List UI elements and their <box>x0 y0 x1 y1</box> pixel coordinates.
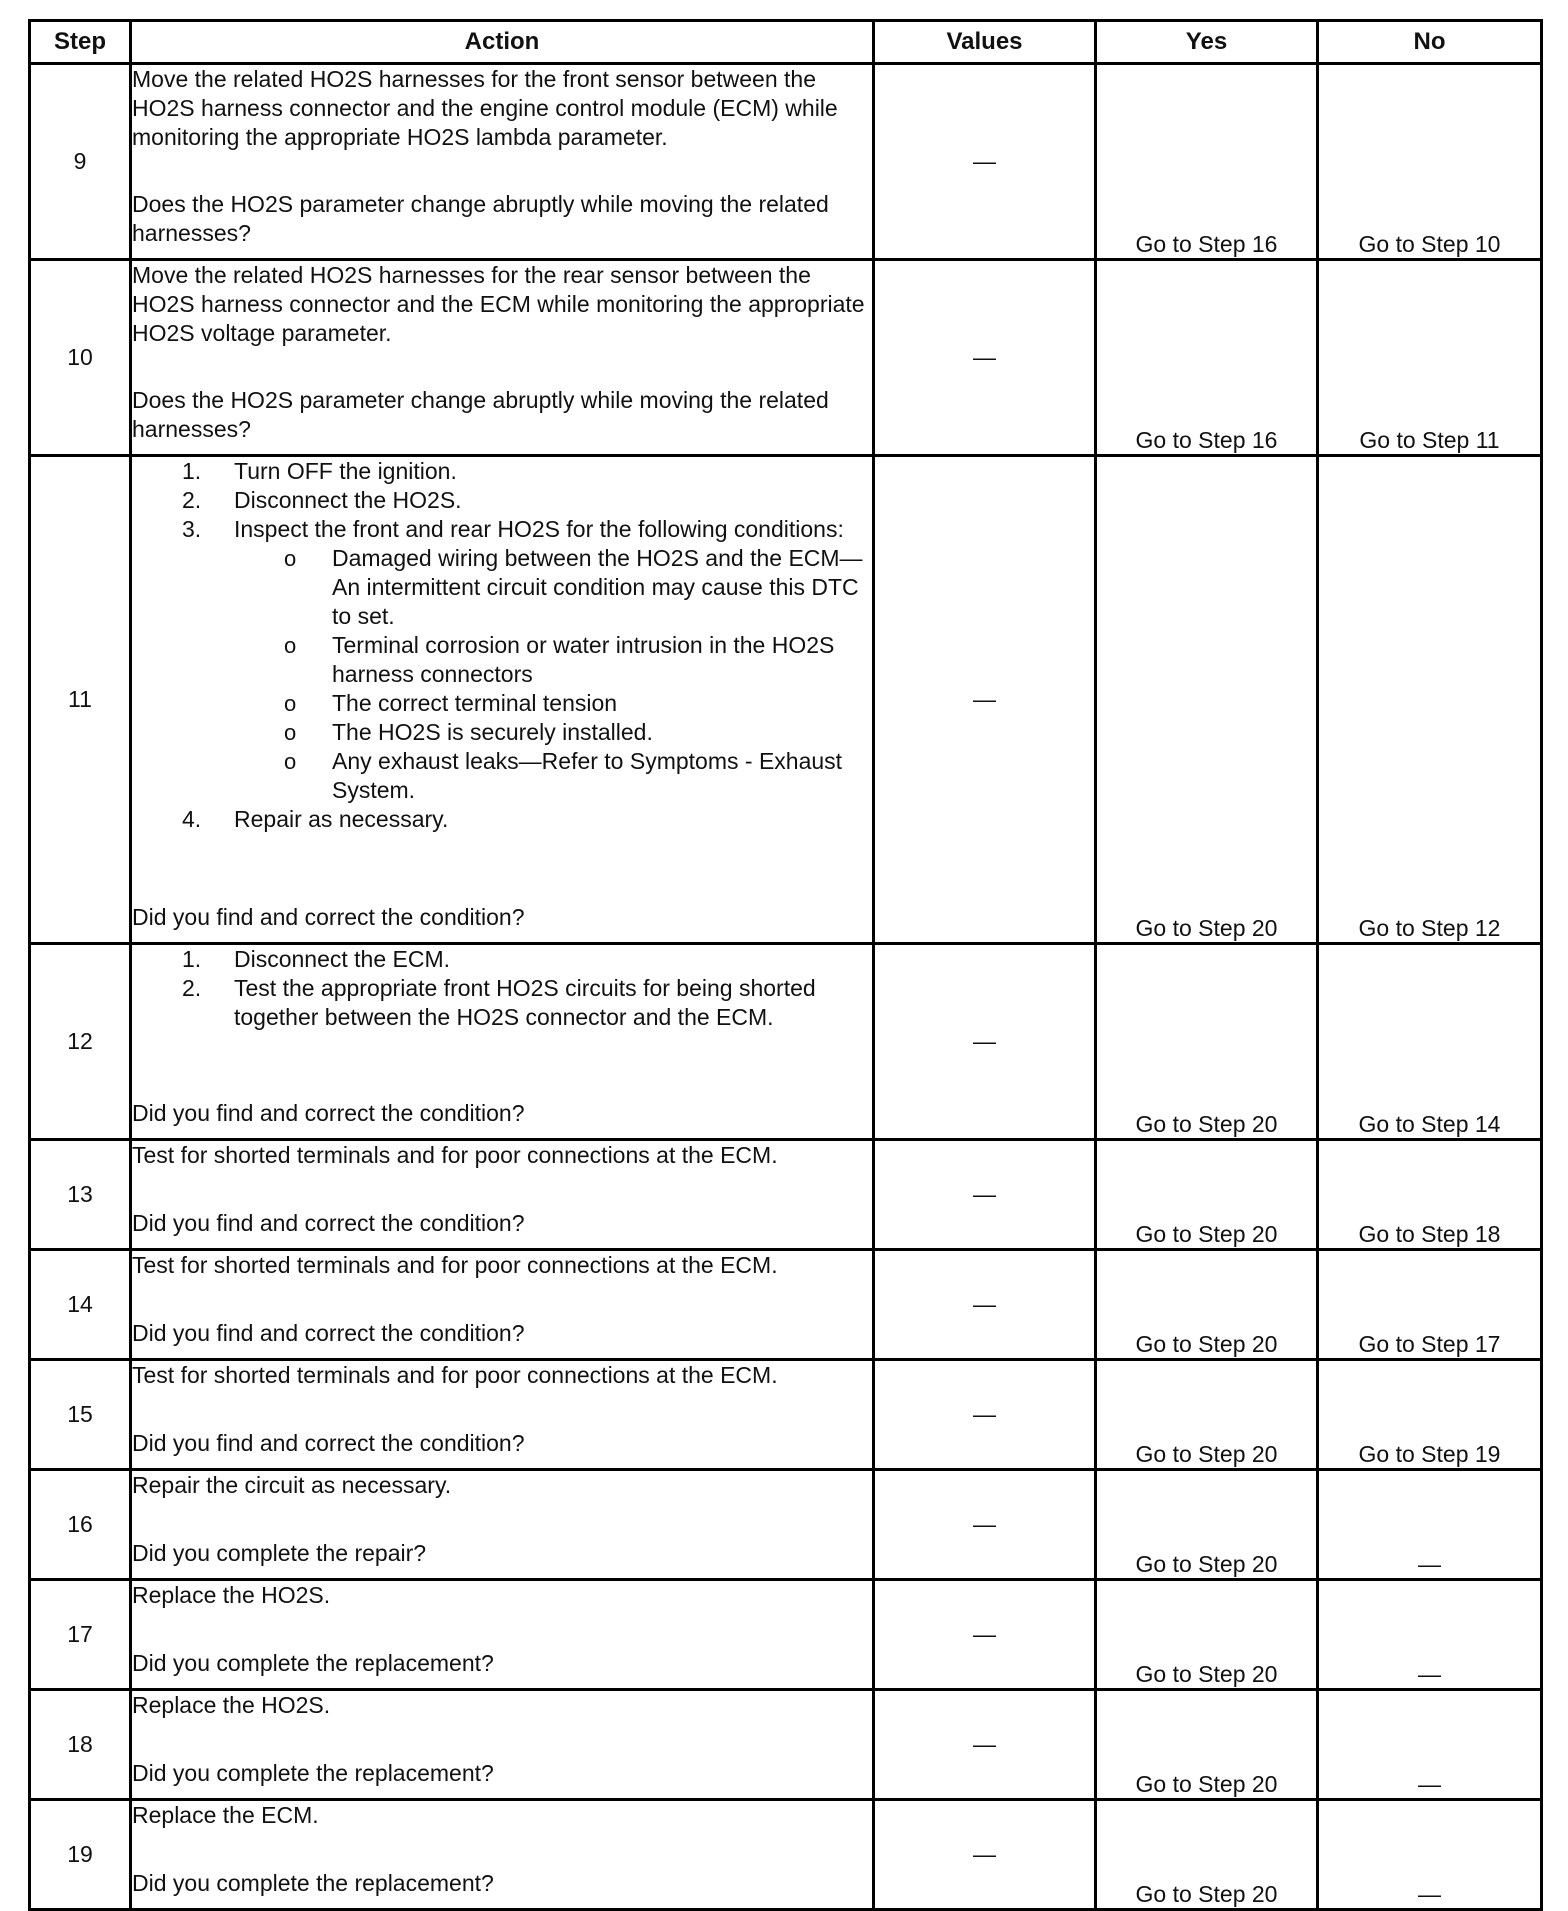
step-cell: 19 <box>30 1800 131 1910</box>
action-cell <box>131 1580 874 1690</box>
list-item <box>132 515 872 805</box>
diagnostic-table <box>28 19 1543 1911</box>
no-cell: Go to Step 19 <box>1318 1360 1542 1470</box>
action-text: Move the related HO2S harnesses for the rear sensor between the HO2S harness connector and the ECM while monitoring the appropriate HO2S voltage parameter. <box>132 262 865 346</box>
action-instructions <box>132 1581 872 1610</box>
action-question: Did you find and correct the condition? <box>132 1320 525 1346</box>
step-cell: 12 <box>30 944 131 1140</box>
list-item <box>132 805 872 834</box>
header-action: Action <box>131 21 874 64</box>
circle-bullet-icon: o <box>284 720 297 745</box>
list-item-number: 2. <box>182 487 202 513</box>
no-cell: Go to Step 17 <box>1318 1250 1542 1360</box>
sub-list-text: The HO2S is securely installed. <box>332 719 653 745</box>
yes-cell: Go to Step 20 <box>1096 1360 1318 1470</box>
action-instructions <box>132 1141 872 1170</box>
no-cell: Go to Step 10 <box>1318 64 1542 260</box>
action-question: Did you complete the replacement? <box>132 1760 494 1786</box>
action-cell <box>131 944 874 1140</box>
list-item-number: 3. <box>182 516 202 542</box>
table-row <box>30 456 1542 944</box>
list-item-text: Disconnect the ECM. <box>234 946 451 972</box>
header-no: No <box>1318 21 1542 64</box>
sub-list-text: Any exhaust leaks—Refer to Symptoms - Exhaust System. <box>332 748 843 803</box>
list-item-text: Test the appropriate front HO2S circuits for being shorted together between the HO2S connector and the ECM. <box>234 975 816 1030</box>
yes-cell: Go to Step 20 <box>1096 1800 1318 1910</box>
step-cell: 10 <box>30 260 131 456</box>
no-cell: — <box>1318 1470 1542 1580</box>
action-instructions <box>132 261 872 348</box>
values-cell: — <box>874 456 1096 944</box>
step-cell: 13 <box>30 1140 131 1250</box>
list-item-text: Disconnect the HO2S. <box>234 487 462 513</box>
action-question: Does the HO2S parameter change abruptly while moving the related harnesses? <box>132 387 829 442</box>
table-row <box>30 1800 1542 1910</box>
yes-cell: Go to Step 20 <box>1096 1470 1318 1580</box>
table-row <box>30 64 1542 260</box>
no-cell: Go to Step 14 <box>1318 944 1542 1140</box>
yes-cell: Go to Step 16 <box>1096 64 1318 260</box>
values-cell: — <box>874 64 1096 260</box>
yes-cell: Go to Step 20 <box>1096 1580 1318 1690</box>
values-cell: — <box>874 1470 1096 1580</box>
action-instructions <box>132 1691 872 1720</box>
step-cell: 11 <box>30 456 131 944</box>
no-cell: Go to Step 18 <box>1318 1140 1542 1250</box>
table-row <box>30 944 1542 1140</box>
no-cell: — <box>1318 1690 1542 1800</box>
action-cell <box>131 1140 874 1250</box>
list-item-number: 2. <box>182 975 202 1001</box>
table-row <box>30 1250 1542 1360</box>
action-cell <box>131 1800 874 1910</box>
action-text: Move the related HO2S harnesses for the front sensor between the HO2S harness connector and the engine control module (ECM) while monitoring the appropriate HO2S lambda parameter. <box>132 66 838 150</box>
values-cell: — <box>874 1140 1096 1250</box>
action-cell <box>131 64 874 260</box>
action-instructions <box>132 1801 872 1830</box>
action-instructions <box>132 1471 872 1500</box>
header-yes: Yes <box>1096 21 1318 64</box>
table-row <box>30 1470 1542 1580</box>
list-item <box>132 945 872 974</box>
table-row <box>30 1690 1542 1800</box>
circle-bullet-icon: o <box>284 749 297 774</box>
action-question: Does the HO2S parameter change abruptly while moving the related harnesses? <box>132 191 829 246</box>
list-item <box>132 486 872 515</box>
action-text: Replace the ECM. <box>132 1802 319 1828</box>
values-cell: — <box>874 1360 1096 1470</box>
action-cell <box>131 260 874 456</box>
header-step: Step <box>30 21 131 64</box>
list-item-number: 4. <box>182 806 202 832</box>
step-cell: 14 <box>30 1250 131 1360</box>
action-text: Test for shorted terminals and for poor connections at the ECM. <box>132 1142 778 1168</box>
no-cell: — <box>1318 1800 1542 1910</box>
list-item-text: Turn OFF the ignition. <box>234 458 457 484</box>
action-question: Did you find and correct the condition? <box>132 1100 525 1126</box>
values-cell: — <box>874 944 1096 1140</box>
step-cell: 17 <box>30 1580 131 1690</box>
table-row <box>30 260 1542 456</box>
action-cell <box>131 456 874 944</box>
step-cell: 9 <box>30 64 131 260</box>
action-cell <box>131 1250 874 1360</box>
yes-cell: Go to Step 20 <box>1096 456 1318 944</box>
circle-bullet-icon: o <box>284 691 297 716</box>
table-body <box>30 64 1542 1910</box>
action-instructions <box>132 65 872 152</box>
sub-list <box>234 544 872 805</box>
list-item-text: Repair as necessary. <box>234 806 449 832</box>
sub-list-text: The correct terminal tension <box>332 690 618 716</box>
list-item-number: 1. <box>182 458 202 484</box>
list-item-text: Inspect the front and rear HO2S for the following conditions: <box>234 516 844 542</box>
action-question: Did you find and correct the condition? <box>132 1210 525 1236</box>
action-instructions <box>132 457 872 834</box>
action-question: Did you complete the replacement? <box>132 1870 494 1896</box>
action-text: Test for shorted terminals and for poor connections at the ECM. <box>132 1252 778 1278</box>
header-values: Values <box>874 21 1096 64</box>
values-cell: — <box>874 1800 1096 1910</box>
action-step-list <box>132 945 872 1032</box>
table-row <box>30 1580 1542 1690</box>
action-instructions <box>132 1251 872 1280</box>
step-cell: 18 <box>30 1690 131 1800</box>
step-cell: 15 <box>30 1360 131 1470</box>
yes-cell: Go to Step 20 <box>1096 1250 1318 1360</box>
action-question: Did you find and correct the condition? <box>132 904 525 930</box>
values-cell: — <box>874 1580 1096 1690</box>
list-item <box>132 457 872 486</box>
yes-cell: Go to Step 16 <box>1096 260 1318 456</box>
action-text: Replace the HO2S. <box>132 1692 331 1718</box>
sub-list-item <box>232 631 872 689</box>
action-question: Did you complete the replacement? <box>132 1650 494 1676</box>
action-text: Repair the circuit as necessary. <box>132 1472 452 1498</box>
values-cell: — <box>874 260 1096 456</box>
table-row <box>30 1140 1542 1250</box>
action-step-list <box>132 457 872 834</box>
values-cell: — <box>874 1690 1096 1800</box>
step-cell: 16 <box>30 1470 131 1580</box>
list-item-number: 1. <box>182 946 202 972</box>
action-cell <box>131 1690 874 1800</box>
action-instructions <box>132 945 872 1032</box>
circle-bullet-icon: o <box>284 633 297 658</box>
circle-bullet-icon: o <box>284 546 297 571</box>
action-cell <box>131 1470 874 1580</box>
action-question: Did you complete the repair? <box>132 1540 427 1566</box>
sub-list-item <box>232 689 872 718</box>
no-cell: — <box>1318 1580 1542 1690</box>
table-row <box>30 1360 1542 1470</box>
action-text: Test for shorted terminals and for poor connections at the ECM. <box>132 1362 778 1388</box>
values-cell: — <box>874 1250 1096 1360</box>
action-text: Replace the HO2S. <box>132 1582 331 1608</box>
sub-list-item <box>232 747 872 805</box>
sub-list-item <box>232 718 872 747</box>
header-row <box>30 21 1542 64</box>
sub-list-text: Damaged wiring between the HO2S and the ECM—An intermittent circuit condition may cause this DTC to set. <box>332 545 863 629</box>
sub-list-text: Terminal corrosion or water intrusion in the HO2S harness connectors <box>332 632 835 687</box>
action-instructions <box>132 1361 872 1390</box>
action-question: Did you find and correct the condition? <box>132 1430 525 1456</box>
yes-cell: Go to Step 20 <box>1096 1690 1318 1800</box>
no-cell: Go to Step 12 <box>1318 456 1542 944</box>
sub-list-item <box>232 544 872 631</box>
list-item <box>132 974 872 1032</box>
yes-cell: Go to Step 20 <box>1096 944 1318 1140</box>
no-cell: Go to Step 11 <box>1318 260 1542 456</box>
yes-cell: Go to Step 20 <box>1096 1140 1318 1250</box>
action-cell <box>131 1360 874 1470</box>
